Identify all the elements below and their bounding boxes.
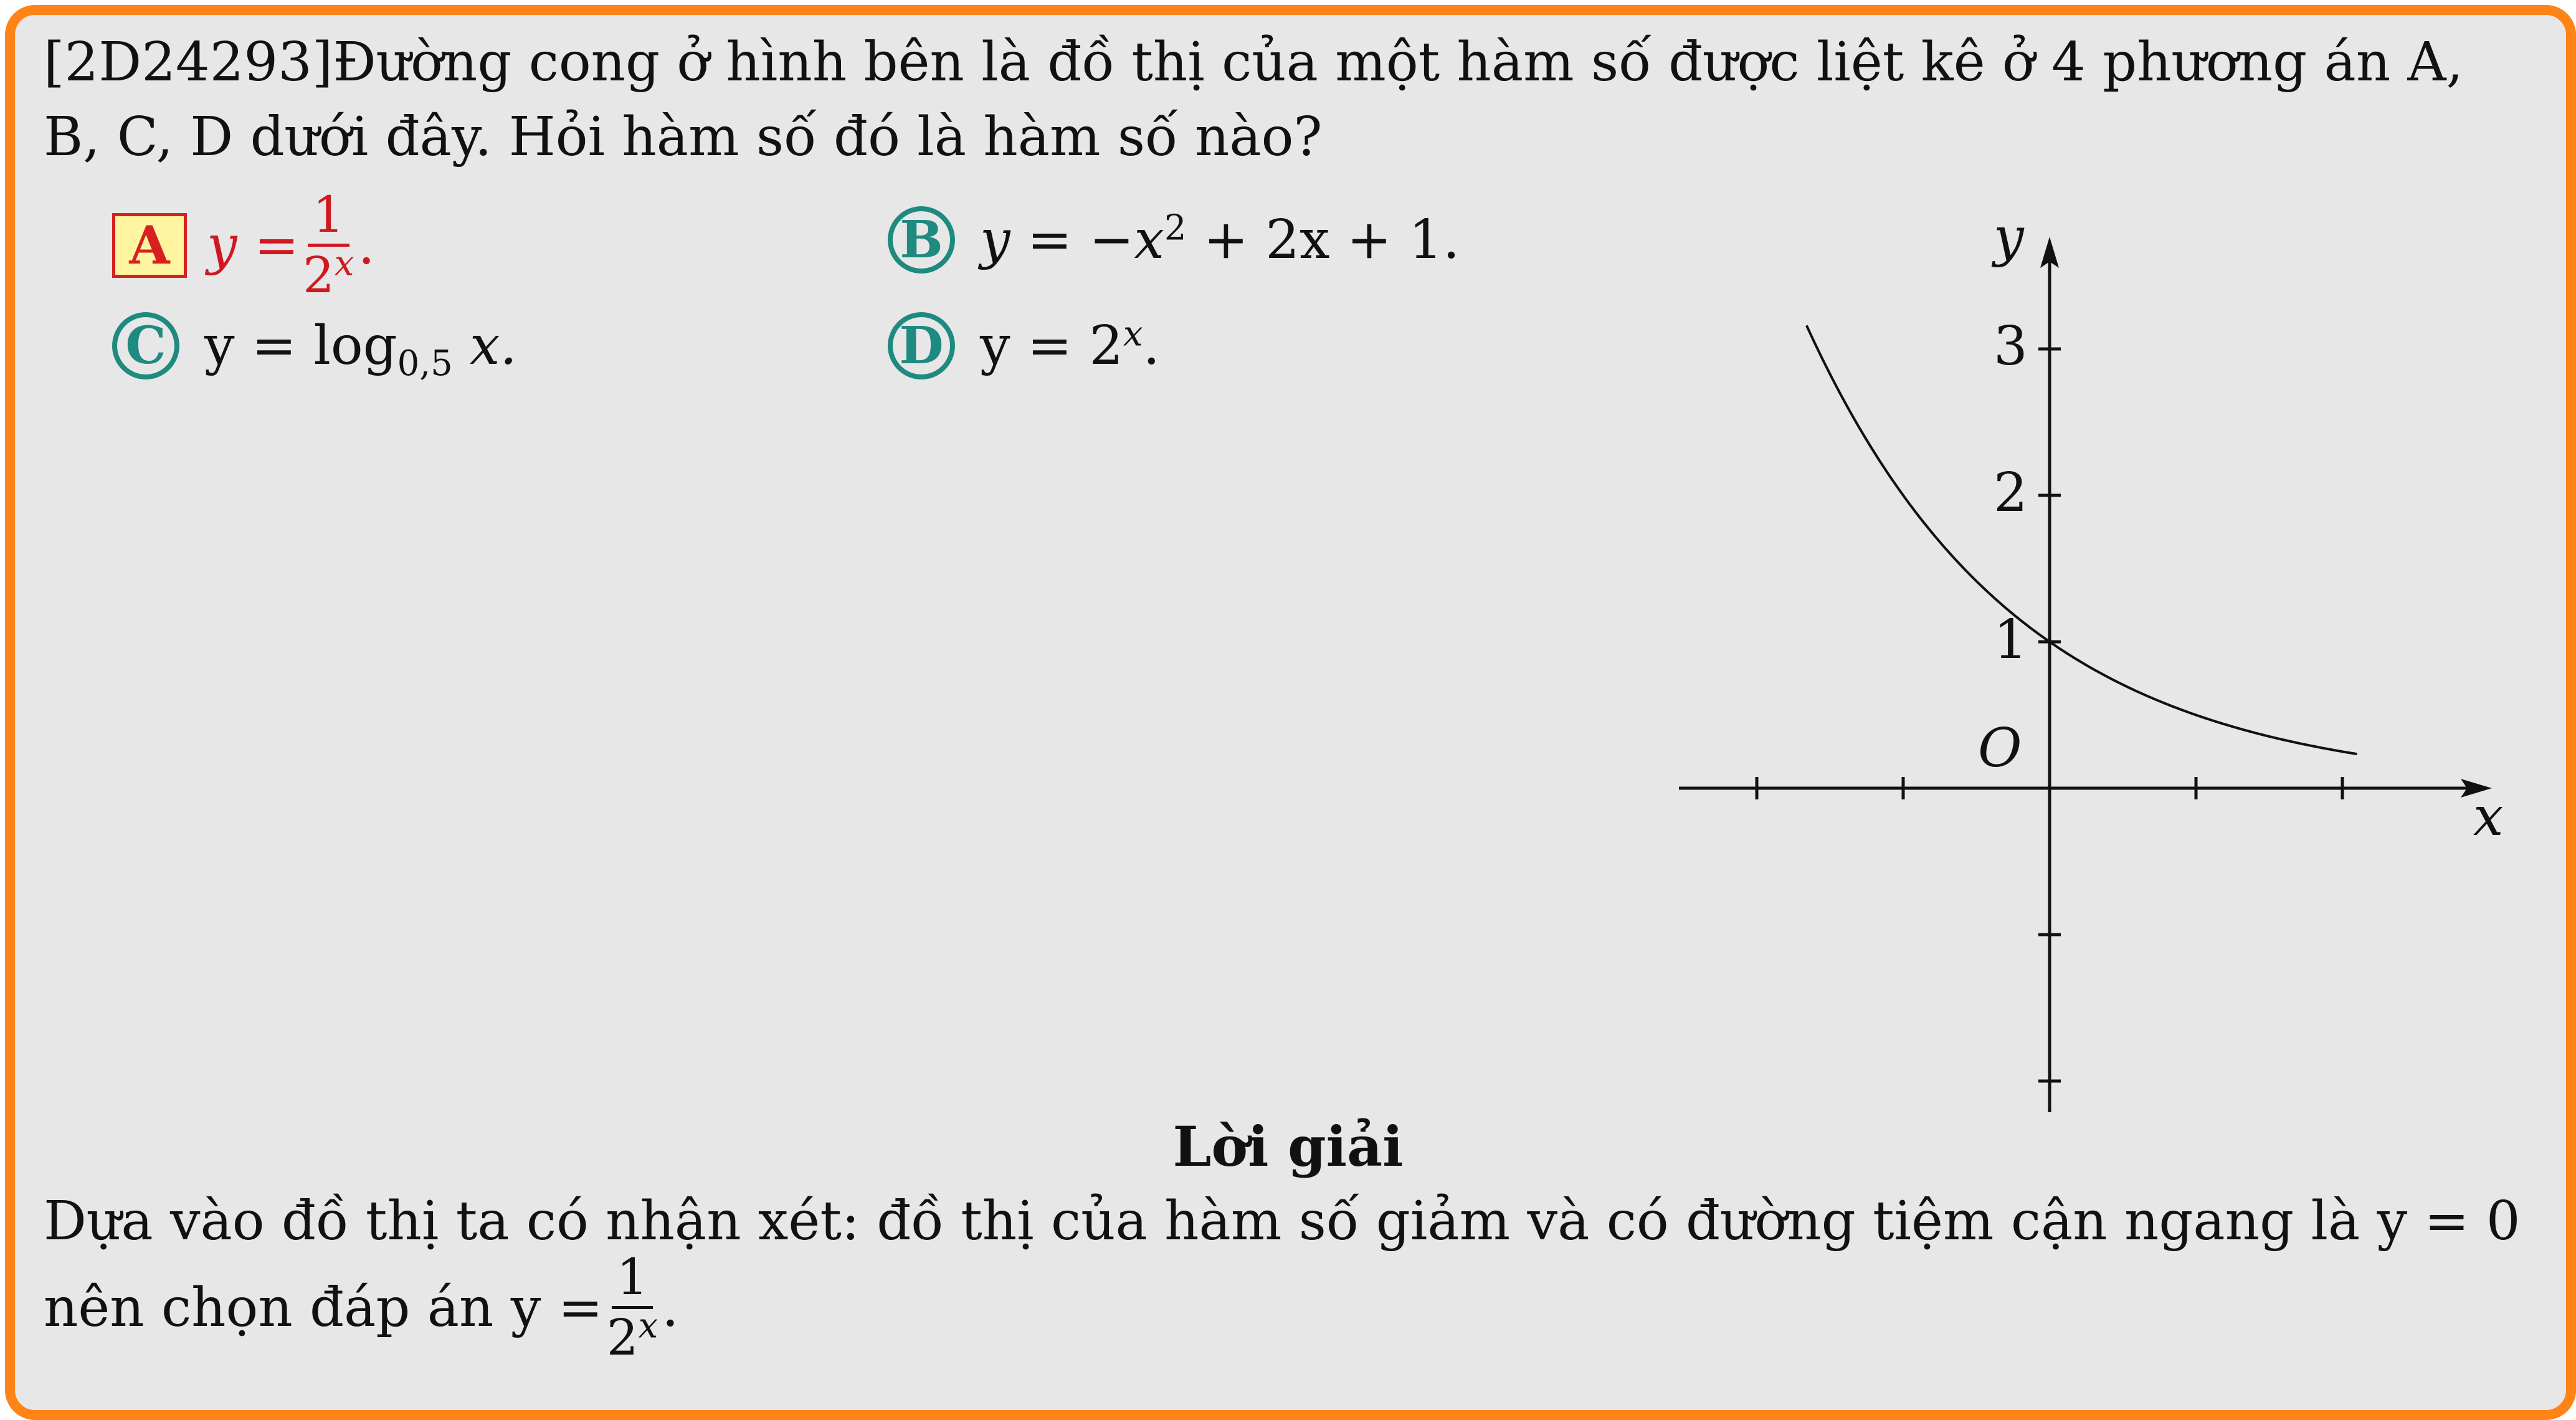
origin-label: O (1978, 717, 2022, 779)
curve-1-over-2x (1807, 325, 2357, 754)
option-a-lhs: y = (207, 214, 299, 277)
option-a-tail: . (358, 214, 375, 277)
option-a-denominator: 2$^x$ (302, 243, 354, 304)
x-axis-label: x (2473, 786, 2504, 848)
solution-fraction: $\frac{1}{2^x}$ (606, 1248, 658, 1366)
option-c-letter: C (112, 312, 179, 379)
solution-line-1: Dựa vào đồ thị ta có nhận xét: đồ thị của hàm số giảm và có đường tiệm cận ngang là y = 0 (44, 1190, 2521, 1252)
solution-tail: . (662, 1276, 679, 1339)
solution-line-2 (44, 1248, 679, 1366)
option-a-letter: A (112, 213, 187, 278)
y-tick-label-1: 1 (1994, 609, 2028, 671)
option-a-numerator: 1 (308, 190, 349, 247)
solution-title: Lời giải (1172, 1114, 1404, 1179)
option-c-expression: $y = \log_{0,5} x$. (204, 315, 517, 384)
y-tick-label-2: 2 (1994, 462, 2028, 524)
option-d-expression: $y = 2^x$. (980, 313, 1160, 377)
question-text: [2D24293]Đường cong ở hình bên là đồ thị của một hàm số được liệt kê ở 4 phương án A, B, C, D dưới đây. Hỏi hàm số đó là hàm số nào? (44, 31, 2463, 168)
option-b-letter: B (888, 206, 955, 274)
option-d-letter: D (888, 312, 955, 379)
y-axis-label: y (1994, 206, 2024, 269)
option-b-expression: $y = -x^2 + 2x + 1$. (980, 207, 1460, 271)
y-tick-label-3: 3 (1994, 315, 2028, 378)
solution-line-2-text: nên chọn đáp án y = (44, 1276, 603, 1339)
